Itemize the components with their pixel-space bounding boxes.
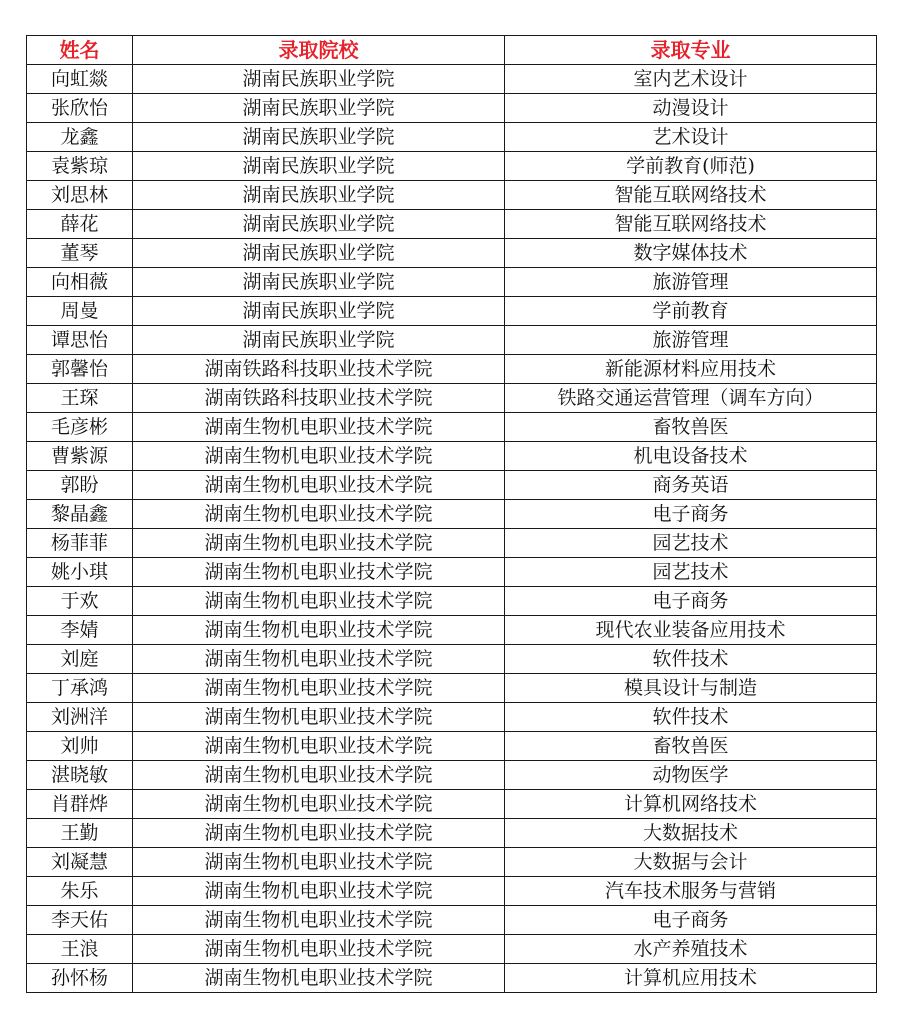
table-row bbox=[27, 268, 877, 297]
school-cell: 湖南生物机电职业技术学院 bbox=[133, 413, 505, 442]
table-row bbox=[27, 471, 877, 500]
major-cell: 铁路交通运营管理（调车方向） bbox=[505, 384, 877, 413]
school-cell: 湖南生物机电职业技术学院 bbox=[133, 790, 505, 819]
school-cell: 湖南生物机电职业技术学院 bbox=[133, 529, 505, 558]
major-cell: 计算机应用技术 bbox=[505, 964, 877, 993]
school-cell: 湖南民族职业学院 bbox=[133, 181, 505, 210]
student-name-cell: 刘思林 bbox=[27, 181, 133, 210]
school-cell: 湖南生物机电职业技术学院 bbox=[133, 471, 505, 500]
student-name-cell: 向虹燚 bbox=[27, 65, 133, 94]
table-row bbox=[27, 964, 877, 993]
student-name-cell: 薛花 bbox=[27, 210, 133, 239]
school-cell: 湖南生物机电职业技术学院 bbox=[133, 761, 505, 790]
student-name-cell: 曹紫源 bbox=[27, 442, 133, 471]
student-name-cell: 张欣怡 bbox=[27, 94, 133, 123]
major-cell: 新能源材料应用技术 bbox=[505, 355, 877, 384]
major-cell: 动物医学 bbox=[505, 761, 877, 790]
major-cell: 机电设备技术 bbox=[505, 442, 877, 471]
major-cell: 模具设计与制造 bbox=[505, 674, 877, 703]
admission-table bbox=[26, 35, 877, 993]
student-name-cell: 李婧 bbox=[27, 616, 133, 645]
school-cell: 湖南生物机电职业技术学院 bbox=[133, 848, 505, 877]
student-name-cell: 袁紫琼 bbox=[27, 152, 133, 181]
student-name-cell: 龙鑫 bbox=[27, 123, 133, 152]
major-cell: 园艺技术 bbox=[505, 558, 877, 587]
table-row bbox=[27, 703, 877, 732]
major-cell: 数字媒体技术 bbox=[505, 239, 877, 268]
header-row bbox=[27, 36, 877, 65]
table-row bbox=[27, 94, 877, 123]
student-name-cell: 杨菲菲 bbox=[27, 529, 133, 558]
table-row bbox=[27, 848, 877, 877]
student-name-cell: 于欢 bbox=[27, 587, 133, 616]
school-cell: 湖南民族职业学院 bbox=[133, 297, 505, 326]
table-body bbox=[27, 65, 877, 993]
table-row bbox=[27, 732, 877, 761]
student-name-cell: 姚小琪 bbox=[27, 558, 133, 587]
major-cell: 学前教育 bbox=[505, 297, 877, 326]
student-name-cell: 谭思怡 bbox=[27, 326, 133, 355]
major-cell: 艺术设计 bbox=[505, 123, 877, 152]
major-cell: 智能互联网络技术 bbox=[505, 181, 877, 210]
header-school: 录取院校 bbox=[133, 36, 505, 65]
major-cell: 园艺技术 bbox=[505, 529, 877, 558]
student-name-cell: 毛彦彬 bbox=[27, 413, 133, 442]
table-row bbox=[27, 181, 877, 210]
major-cell: 电子商务 bbox=[505, 500, 877, 529]
student-name-cell: 王浪 bbox=[27, 935, 133, 964]
table-row bbox=[27, 355, 877, 384]
school-cell: 湖南民族职业学院 bbox=[133, 94, 505, 123]
school-cell: 湖南生物机电职业技术学院 bbox=[133, 558, 505, 587]
major-cell: 商务英语 bbox=[505, 471, 877, 500]
school-cell: 湖南民族职业学院 bbox=[133, 268, 505, 297]
school-cell: 湖南民族职业学院 bbox=[133, 326, 505, 355]
table-row bbox=[27, 384, 877, 413]
header-name: 姓名 bbox=[27, 36, 133, 65]
table-row bbox=[27, 761, 877, 790]
table-row bbox=[27, 152, 877, 181]
school-cell: 湖南生物机电职业技术学院 bbox=[133, 645, 505, 674]
table-row bbox=[27, 935, 877, 964]
table-row bbox=[27, 500, 877, 529]
table-row bbox=[27, 65, 877, 94]
major-cell: 旅游管理 bbox=[505, 326, 877, 355]
table-row bbox=[27, 674, 877, 703]
student-name-cell: 郭馨怡 bbox=[27, 355, 133, 384]
table-row bbox=[27, 123, 877, 152]
school-cell: 湖南铁路科技职业技术学院 bbox=[133, 355, 505, 384]
school-cell: 湖南民族职业学院 bbox=[133, 123, 505, 152]
student-name-cell: 王勤 bbox=[27, 819, 133, 848]
major-cell: 动漫设计 bbox=[505, 94, 877, 123]
student-name-cell: 李天佑 bbox=[27, 906, 133, 935]
major-cell: 畜牧兽医 bbox=[505, 732, 877, 761]
school-cell: 湖南民族职业学院 bbox=[133, 239, 505, 268]
table-row bbox=[27, 819, 877, 848]
major-cell: 旅游管理 bbox=[505, 268, 877, 297]
student-name-cell: 董琴 bbox=[27, 239, 133, 268]
student-name-cell: 向相薇 bbox=[27, 268, 133, 297]
table-row bbox=[27, 413, 877, 442]
student-name-cell: 刘庭 bbox=[27, 645, 133, 674]
major-cell: 大数据与会计 bbox=[505, 848, 877, 877]
major-cell: 室内艺术设计 bbox=[505, 65, 877, 94]
major-cell: 软件技术 bbox=[505, 645, 877, 674]
table-row bbox=[27, 558, 877, 587]
major-cell: 计算机网络技术 bbox=[505, 790, 877, 819]
student-name-cell: 刘洲洋 bbox=[27, 703, 133, 732]
student-name-cell: 朱乐 bbox=[27, 877, 133, 906]
school-cell: 湖南民族职业学院 bbox=[133, 65, 505, 94]
table-row bbox=[27, 645, 877, 674]
major-cell: 汽车技术服务与营销 bbox=[505, 877, 877, 906]
major-cell: 现代农业装备应用技术 bbox=[505, 616, 877, 645]
table-row bbox=[27, 906, 877, 935]
school-cell: 湖南生物机电职业技术学院 bbox=[133, 703, 505, 732]
school-cell: 湖南生物机电职业技术学院 bbox=[133, 442, 505, 471]
table-row bbox=[27, 877, 877, 906]
major-cell: 软件技术 bbox=[505, 703, 877, 732]
table-row bbox=[27, 790, 877, 819]
school-cell: 湖南生物机电职业技术学院 bbox=[133, 587, 505, 616]
school-cell: 湖南生物机电职业技术学院 bbox=[133, 674, 505, 703]
school-cell: 湖南生物机电职业技术学院 bbox=[133, 935, 505, 964]
table-row bbox=[27, 210, 877, 239]
school-cell: 湖南生物机电职业技术学院 bbox=[133, 964, 505, 993]
table-row bbox=[27, 442, 877, 471]
school-cell: 湖南民族职业学院 bbox=[133, 152, 505, 181]
school-cell: 湖南生物机电职业技术学院 bbox=[133, 877, 505, 906]
admission-sheet bbox=[26, 35, 876, 993]
student-name-cell: 孙怀杨 bbox=[27, 964, 133, 993]
school-cell: 湖南铁路科技职业技术学院 bbox=[133, 384, 505, 413]
major-cell: 电子商务 bbox=[505, 587, 877, 616]
school-cell: 湖南生物机电职业技术学院 bbox=[133, 906, 505, 935]
student-name-cell: 肖群烨 bbox=[27, 790, 133, 819]
school-cell: 湖南生物机电职业技术学院 bbox=[133, 500, 505, 529]
student-name-cell: 王琛 bbox=[27, 384, 133, 413]
school-cell: 湖南生物机电职业技术学院 bbox=[133, 616, 505, 645]
school-cell: 湖南生物机电职业技术学院 bbox=[133, 732, 505, 761]
major-cell: 电子商务 bbox=[505, 906, 877, 935]
student-name-cell: 刘凝慧 bbox=[27, 848, 133, 877]
table-row bbox=[27, 239, 877, 268]
header-major: 录取专业 bbox=[505, 36, 877, 65]
school-cell: 湖南民族职业学院 bbox=[133, 210, 505, 239]
table-row bbox=[27, 529, 877, 558]
table-row bbox=[27, 326, 877, 355]
school-cell: 湖南生物机电职业技术学院 bbox=[133, 819, 505, 848]
major-cell: 智能互联网络技术 bbox=[505, 210, 877, 239]
major-cell: 畜牧兽医 bbox=[505, 413, 877, 442]
table-row bbox=[27, 616, 877, 645]
table-row bbox=[27, 297, 877, 326]
student-name-cell: 湛晓敏 bbox=[27, 761, 133, 790]
major-cell: 水产养殖技术 bbox=[505, 935, 877, 964]
student-name-cell: 黎晶鑫 bbox=[27, 500, 133, 529]
student-name-cell: 刘帅 bbox=[27, 732, 133, 761]
student-name-cell: 周曼 bbox=[27, 297, 133, 326]
table-row bbox=[27, 587, 877, 616]
major-cell: 学前教育(师范) bbox=[505, 152, 877, 181]
student-name-cell: 丁承鸿 bbox=[27, 674, 133, 703]
student-name-cell: 郭盼 bbox=[27, 471, 133, 500]
major-cell: 大数据技术 bbox=[505, 819, 877, 848]
